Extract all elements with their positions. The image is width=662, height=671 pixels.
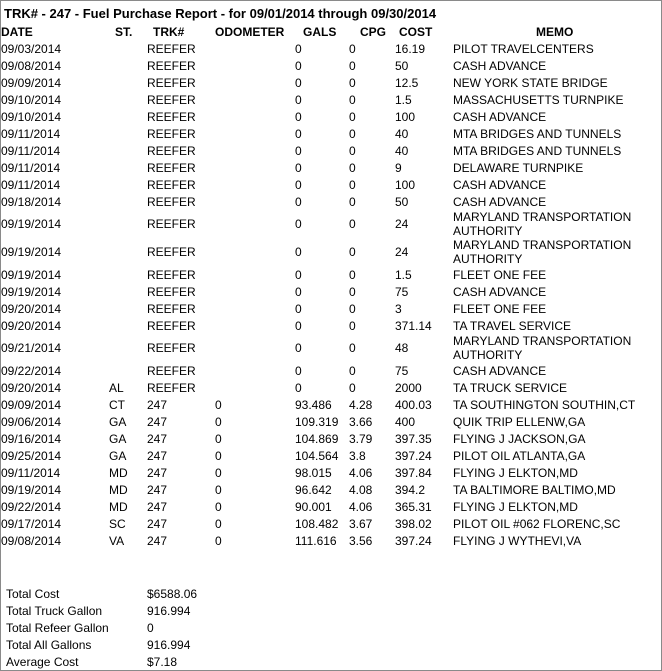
cell-date: 09/11/2014 [1, 465, 61, 480]
summary-totals [6, 585, 197, 670]
cell-state: MD [109, 465, 128, 480]
cell-gallons: 0 [295, 126, 302, 141]
cell-cost: 1.5 [395, 92, 412, 107]
cell-gallons: 0 [295, 245, 302, 259]
cell-odometer [214, 300, 295, 317]
cell-cpg: 0 [349, 41, 356, 56]
summary-row [6, 585, 197, 602]
cell-gallons: 0 [295, 217, 302, 231]
cell-date: 09/21/2014 [1, 341, 62, 355]
summary-label: Average Cost [6, 654, 79, 669]
cell-cpg: 0 [349, 217, 356, 231]
cell-odometer [214, 266, 295, 283]
cell-cost: 397.35 [395, 431, 432, 446]
summary-label: Total Truck Gallon [6, 603, 103, 618]
summary-row [6, 619, 197, 636]
cell-state [106, 300, 145, 317]
table-row [1, 176, 651, 193]
cell-memo: CASH ADVANCE [453, 284, 547, 299]
cell-memo: CASH ADVANCE [453, 194, 547, 209]
summary-value: $7.18 [147, 654, 178, 669]
table-body [1, 40, 651, 549]
cell-odometer [214, 210, 295, 238]
cell-date: 09/22/2014 [1, 499, 62, 514]
cell-memo: MARYLAND TRANSPORTATION AUTHORITY [453, 334, 632, 362]
cell-truck: REEFER [147, 341, 196, 355]
cell-odometer [214, 362, 295, 379]
cell-memo: FLYING J WYTHEVI,VA [453, 533, 582, 548]
cell-odometer [214, 40, 295, 57]
cell-state [106, 193, 145, 210]
cell-memo: FLEET ONE FEE [453, 301, 547, 316]
table-row [1, 283, 651, 300]
cell-cost: 40 [395, 126, 409, 141]
table-row [1, 498, 651, 515]
cell-gallons: 111.616 [295, 533, 337, 548]
cell-cost: 365.31 [395, 499, 432, 514]
cell-memo: FLYING J ELKTON,MD [453, 499, 578, 514]
cell-state [106, 40, 145, 57]
cell-memo: TA TRAVEL SERVICE [453, 318, 572, 333]
cell-cost: 100 [395, 109, 416, 124]
cell-date: 09/17/2014 [1, 516, 62, 531]
cell-state: MD [109, 499, 128, 514]
table-row [1, 57, 651, 74]
cell-truck: REEFER [147, 245, 196, 259]
cell-memo: MASSACHUSETTS TURNPIKE [453, 92, 624, 107]
table-row [1, 362, 651, 379]
cell-truck: REEFER [147, 217, 196, 231]
table-row [1, 266, 651, 283]
table-row [1, 396, 651, 413]
cell-odometer: 0 [215, 448, 222, 463]
cell-gallons: 0 [295, 380, 302, 395]
cell-cost: 400.03 [395, 397, 432, 412]
cell-date: 09/19/2014 [1, 482, 62, 497]
cell-odometer: 0 [215, 482, 222, 497]
cell-cost: 12.5 [395, 75, 419, 90]
cell-gallons: 0 [295, 58, 302, 73]
cell-date: 09/11/2014 [1, 177, 61, 192]
cell-memo: MARYLAND TRANSPORTATION AUTHORITY [453, 210, 632, 238]
cell-odometer [214, 108, 295, 125]
cell-gallons: 0 [295, 194, 302, 209]
table-header-row [1, 23, 651, 40]
table-row [1, 159, 651, 176]
column-header-memo: MEMO [536, 24, 574, 39]
cell-state: VA [109, 533, 125, 548]
cell-memo: FLYING J ELKTON,MD [453, 465, 578, 480]
cell-date: 09/16/2014 [1, 431, 62, 446]
cell-cpg: 3.79 [349, 431, 373, 446]
cell-gallons: 96.642 [295, 482, 332, 497]
cell-date: 09/06/2014 [1, 414, 62, 429]
cell-cpg: 0 [349, 92, 356, 107]
cell-cost: 50 [395, 58, 409, 73]
cell-odometer [214, 379, 295, 396]
table-row [1, 430, 651, 447]
cell-cost: 24 [395, 245, 409, 259]
cell-memo: MTA BRIDGES AND TUNNELS [453, 126, 622, 141]
column-header-truck: TRK# [153, 24, 185, 39]
cell-gallons: 0 [295, 301, 302, 316]
cell-gallons: 0 [295, 109, 302, 124]
cell-gallons: 0 [295, 267, 302, 282]
cell-date: 09/11/2014 [1, 126, 61, 141]
cell-cpg: 3.56 [349, 533, 373, 548]
table-row [1, 108, 651, 125]
cell-gallons: 104.869 [295, 431, 339, 446]
summary-value: $6588.06 [147, 586, 198, 601]
cell-cpg: 0 [349, 75, 356, 90]
summary-label: Total Refeer Gallon [6, 620, 109, 635]
table-row [1, 91, 651, 108]
cell-gallons: 0 [295, 318, 302, 333]
cell-memo: TA TRUCK SERVICE [453, 380, 568, 395]
cell-gallons: 109.319 [295, 414, 339, 429]
cell-odometer [214, 193, 295, 210]
cell-gallons: 98.015 [295, 465, 332, 480]
cell-cpg: 0 [349, 194, 356, 209]
cell-cost: 398.02 [395, 516, 432, 531]
cell-date: 09/08/2014 [1, 533, 62, 548]
cell-cost: 371.14 [395, 318, 432, 333]
table-row [1, 532, 651, 549]
table-row [1, 238, 651, 266]
cell-state: GA [109, 414, 127, 429]
cell-state: GA [109, 448, 127, 463]
cell-state [106, 176, 145, 193]
cell-truck: REEFER [147, 194, 196, 209]
cell-state: CT [109, 397, 125, 412]
cell-state [106, 74, 145, 91]
cell-odometer: 0 [215, 533, 222, 548]
cell-memo: TA BALTIMORE BALTIMO,MD [453, 482, 616, 497]
cell-odometer [214, 91, 295, 108]
cell-cost: 100 [395, 177, 416, 192]
cell-odometer: 0 [215, 431, 222, 446]
cell-truck: REEFER [147, 143, 196, 158]
fuel-purchase-table [1, 23, 651, 549]
column-header-odometer: ODOMETER [215, 24, 285, 39]
cell-truck: REEFER [147, 75, 196, 90]
report-title: TRK# - 247 - Fuel Purchase Report - for 09/01/2014 through 09/30/2014 [4, 6, 437, 21]
cell-memo: NEW YORK STATE BRIDGE [453, 75, 608, 90]
cell-gallons: 0 [295, 75, 302, 90]
cell-state [106, 238, 145, 266]
cell-cpg: 3.8 [349, 448, 366, 463]
cell-cpg: 0 [349, 318, 356, 333]
cell-memo: PILOT TRAVELCENTERS [453, 41, 594, 56]
cell-truck: REEFER [147, 41, 196, 56]
cell-date: 09/09/2014 [1, 397, 62, 412]
cell-cost: 394.2 [395, 482, 426, 497]
table-row [1, 300, 651, 317]
cell-state [106, 159, 145, 176]
cell-cpg: 0 [349, 301, 356, 316]
cell-cpg: 0 [349, 245, 356, 259]
cell-odometer: 0 [215, 499, 222, 514]
column-header-cpg: CPG [360, 24, 387, 39]
cell-state [106, 283, 145, 300]
cell-odometer: 0 [215, 414, 222, 429]
cell-cpg: 4.06 [349, 499, 373, 514]
cell-cost: 1.5 [395, 267, 412, 282]
cell-odometer [214, 57, 295, 74]
cell-date: 09/09/2014 [1, 75, 62, 90]
cell-truck: REEFER [147, 380, 196, 395]
cell-truck: REEFER [147, 160, 196, 175]
cell-odometer: 0 [215, 465, 222, 480]
cell-cpg: 0 [349, 143, 356, 158]
cell-state [106, 266, 145, 283]
cell-cost: 50 [395, 194, 409, 209]
cell-cost: 397.84 [395, 465, 432, 480]
cell-gallons: 108.482 [295, 516, 339, 531]
cell-gallons: 93.486 [295, 397, 332, 412]
cell-date: 09/19/2014 [1, 267, 62, 282]
cell-truck: REEFER [147, 363, 196, 378]
cell-memo: FLYING J JACKSON,GA [453, 431, 586, 446]
table-row [1, 334, 651, 362]
cell-cpg: 3.67 [349, 516, 373, 531]
cell-state [106, 210, 145, 238]
cell-date: 09/11/2014 [1, 143, 61, 158]
cell-date: 09/19/2014 [1, 284, 62, 299]
cell-truck: 247 [147, 482, 168, 497]
cell-cpg: 0 [349, 177, 356, 192]
cell-memo: MTA BRIDGES AND TUNNELS [453, 143, 622, 158]
summary-label: Total All Gallons [6, 637, 92, 652]
table-row [1, 40, 651, 57]
cell-state [106, 57, 145, 74]
cell-truck: REEFER [147, 267, 196, 282]
summary-value: 916.994 [147, 603, 191, 618]
column-header-cost: COST [399, 24, 433, 39]
summary-row [6, 653, 197, 670]
cell-gallons: 0 [295, 363, 302, 378]
cell-date: 09/18/2014 [1, 194, 62, 209]
cell-truck: 247 [147, 414, 168, 429]
cell-gallons: 0 [295, 92, 302, 107]
table-row [1, 210, 651, 238]
cell-truck: REEFER [147, 177, 196, 192]
cell-date: 09/10/2014 [1, 109, 62, 124]
cell-truck: REEFER [147, 109, 196, 124]
cell-state [106, 362, 145, 379]
cell-cpg: 0 [349, 341, 356, 355]
table-row [1, 317, 651, 334]
table-row [1, 142, 651, 159]
cell-gallons: 90.001 [295, 499, 332, 514]
cell-cpg: 3.66 [349, 414, 373, 429]
cell-date: 09/19/2014 [1, 245, 62, 259]
table-row [1, 413, 651, 430]
cell-cost: 397.24 [395, 533, 432, 548]
summary-row [6, 636, 197, 653]
cell-date: 09/08/2014 [1, 58, 62, 73]
cell-state [106, 142, 145, 159]
cell-date: 09/20/2014 [1, 318, 62, 333]
cell-cpg: 0 [349, 284, 356, 299]
cell-cost: 3 [395, 301, 402, 316]
cell-odometer [214, 317, 295, 334]
cell-cpg: 0 [349, 160, 356, 175]
cell-state: AL [109, 380, 124, 395]
cell-truck: REEFER [147, 318, 196, 333]
cell-state: MD [109, 482, 128, 497]
cell-cost: 16.19 [395, 41, 426, 56]
cell-date: 09/22/2014 [1, 363, 62, 378]
cell-state [106, 125, 145, 142]
cell-cost: 9 [395, 160, 402, 175]
cell-date: 09/19/2014 [1, 217, 62, 231]
cell-truck: REEFER [147, 301, 196, 316]
cell-cpg: 4.08 [349, 482, 373, 497]
cell-truck: 247 [147, 431, 168, 446]
cell-memo: QUIK TRIP ELLENW,GA [453, 414, 586, 429]
cell-cpg: 0 [349, 109, 356, 124]
cell-odometer [214, 176, 295, 193]
cell-truck: 247 [147, 533, 168, 548]
cell-state: SC [109, 516, 126, 531]
cell-cost: 75 [395, 363, 409, 378]
cell-cpg: 4.06 [349, 465, 373, 480]
cell-truck: REEFER [147, 58, 196, 73]
table-row [1, 193, 651, 210]
summary-row [6, 602, 197, 619]
table-row [1, 464, 651, 481]
cell-state: GA [109, 431, 127, 446]
column-header-state: ST. [115, 24, 133, 39]
cell-memo: CASH ADVANCE [453, 58, 547, 73]
cell-cpg: 4.28 [349, 397, 373, 412]
cell-truck: REEFER [147, 284, 196, 299]
cell-gallons: 0 [295, 341, 302, 355]
cell-memo: PILOT OIL ATLANTA,GA [453, 448, 586, 463]
cell-date: 09/20/2014 [1, 301, 62, 316]
cell-odometer [214, 142, 295, 159]
cell-odometer [214, 334, 295, 362]
cell-cpg: 0 [349, 126, 356, 141]
cell-cost: 400 [395, 414, 416, 429]
cell-odometer [214, 125, 295, 142]
cell-odometer [214, 74, 295, 91]
cell-state [106, 334, 145, 362]
cell-cpg: 0 [349, 58, 356, 73]
cell-memo: CASH ADVANCE [453, 109, 547, 124]
cell-truck: REEFER [147, 92, 196, 107]
cell-gallons: 0 [295, 284, 302, 299]
cell-truck: 247 [147, 516, 168, 531]
cell-memo: TA SOUTHINGTON SOUTHIN,CT [453, 397, 636, 412]
cell-truck: 247 [147, 499, 168, 514]
cell-odometer [214, 283, 295, 300]
cell-state [106, 108, 145, 125]
summary-value: 0 [147, 620, 154, 635]
cell-odometer: 0 [215, 516, 222, 531]
cell-odometer [214, 159, 295, 176]
column-header-date: DATE [1, 24, 33, 39]
cell-date: 09/25/2014 [1, 448, 62, 463]
cell-cost: 24 [395, 217, 409, 231]
cell-date: 09/03/2014 [1, 41, 62, 56]
summary-value: 916.994 [147, 637, 191, 652]
cell-odometer: 0 [215, 397, 222, 412]
cell-cpg: 0 [349, 267, 356, 282]
cell-gallons: 0 [295, 41, 302, 56]
cell-cost: 48 [395, 341, 409, 355]
table-row [1, 379, 651, 396]
cell-state [106, 317, 145, 334]
cell-memo: FLEET ONE FEE [453, 267, 547, 282]
cell-memo: PILOT OIL #062 FLORENC,SC [453, 516, 621, 531]
cell-cost: 40 [395, 143, 409, 158]
table-row [1, 515, 651, 532]
cell-cost: 397.24 [395, 448, 432, 463]
cell-odometer [214, 238, 295, 266]
cell-cpg: 0 [349, 380, 356, 395]
cell-gallons: 0 [295, 143, 302, 158]
table-row [1, 447, 651, 464]
cell-state [106, 91, 145, 108]
cell-date: 09/11/2014 [1, 160, 61, 175]
table-row [1, 74, 651, 91]
cell-memo: CASH ADVANCE [453, 177, 547, 192]
summary-label: Total Cost [6, 586, 60, 601]
cell-memo: MARYLAND TRANSPORTATION AUTHORITY [453, 238, 632, 266]
cell-cpg: 0 [349, 363, 356, 378]
cell-truck: 247 [147, 448, 168, 463]
cell-date: 09/10/2014 [1, 92, 62, 107]
cell-memo: DELAWARE TURNPIKE [453, 160, 584, 175]
column-header-gallons: GALS [303, 24, 337, 39]
cell-memo: CASH ADVANCE [453, 363, 547, 378]
cell-truck: 247 [147, 397, 168, 412]
cell-truck: 247 [147, 465, 168, 480]
table-row [1, 125, 651, 142]
cell-cost: 2000 [395, 380, 422, 395]
cell-gallons: 0 [295, 160, 302, 175]
cell-gallons: 104.564 [295, 448, 339, 463]
cell-date: 09/20/2014 [1, 380, 62, 395]
cell-gallons: 0 [295, 177, 302, 192]
cell-cost: 75 [395, 284, 409, 299]
table-row [1, 481, 651, 498]
cell-truck: REEFER [147, 126, 196, 141]
